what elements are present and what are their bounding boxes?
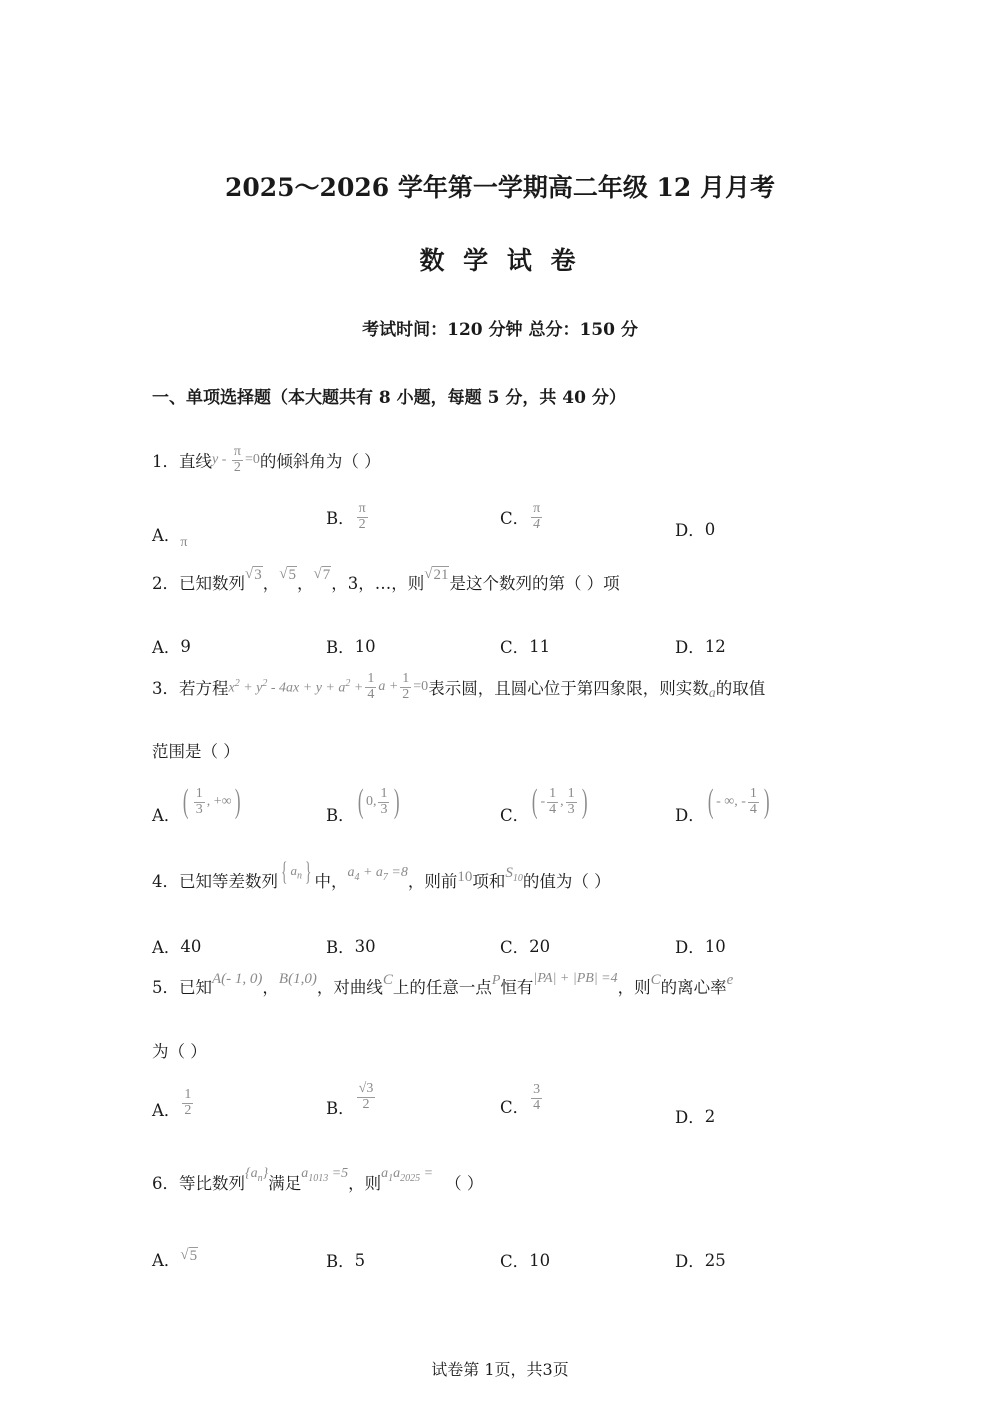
option-a: A． π [152,526,188,550]
option-c: C． 20 [500,936,551,957]
question-number: 6． [152,1174,179,1193]
question-text: 恒有 [500,978,534,997]
question-text: 项和 [472,872,506,891]
question-text: 表示圆，且圆心位于第四象限，则实数 [428,679,709,699]
question-text: ，则前 [407,872,458,891]
page-footer: 试卷第 1页，共3页 [431,1360,569,1379]
question-4: 4． 已知等差数列 { $a_n$ } 中， $a_4 + a_7 =8$ ，则前 10 项和 $S_{10}$ 的值为（ ） [152,857,611,891]
question-text: 已知 [179,978,212,997]
question-text: 的值为（ ） [522,872,611,891]
question-3: 3． 若方程 $x^2 + y^2 - 4ax + y + a^2$ + $\frac{1}{4}$ a + $\frac{1}{2}$ =0 表示圆，且圆心位于第四象限，则实数 a 的取值 [152,671,766,702]
question-text: 已知等差数列 [179,872,278,891]
option-c: C． $\frac{\pi}{4}$ [500,501,541,532]
subject-title: 数 学 试 卷 [419,246,581,275]
option-d: D． 12 [675,636,726,657]
option-b: B． ( 0, $\frac{1}{3}$ ) [326,783,400,825]
option-b: B． 30 [326,936,376,957]
question-text: 范围是（ ） [152,742,240,761]
question-number: 2． [152,574,179,593]
option-b: B． $\frac{√3}{2}$ [326,1080,374,1118]
option-a: A． 9 [152,636,191,657]
question-text: 等比数列 [179,1174,245,1193]
question-number: 3． [152,679,179,699]
question-text: 是这个数列的第（ ）项 [449,574,620,593]
question-text: 满足 [268,1174,302,1193]
question-text: 为（ ） [152,1042,207,1061]
question-number: 1． [152,452,179,472]
exam-title: 2025～2026 学年第一学期高二年级 12 月月考 [224,173,776,202]
question-number: 4． [152,872,179,891]
question-text: 的倾斜角为（ ） [259,452,381,472]
option-d: D． 25 [675,1250,726,1271]
question-text: ，则 [617,978,651,997]
question-text: 若方程 [179,679,229,699]
exam-info: 考试时间：120 分钟 总分：150 分 [362,320,638,340]
section-heading: 一、单项选择题（本大题共有 8 小题，每题 5 分，共 40 分） [152,388,626,408]
option-d: D． 0 [675,519,716,540]
option-c: C． $\frac{3}{4}$ [500,1081,541,1117]
option-c: C． 11 [500,636,551,657]
option-b: B． 10 [326,636,376,657]
question-1: 1． 直线 y - $\frac{\pi}{2}$ =0 的倾斜角为（ ） [152,444,381,475]
option-d: D． ( - ∞, - $\frac{1}{4}$ ) [675,783,770,825]
question-3-continued [152,738,240,762]
option-c: C． 10 [500,1250,551,1271]
question-text: 已知数列 [179,574,245,593]
question-text: ，对曲线 [316,978,383,997]
question-5-continued [152,1038,207,1062]
option-a: A． $\frac{1}{2}$ [152,1086,192,1120]
math-formula: $\frac{\pi}{2}$ [233,444,241,475]
option-c: C． ( - $\frac{1}{4}$ , $\frac{1}{3}$ ) [500,783,588,825]
option-b: B． 5 [326,1250,366,1271]
question-text: 中， [314,872,348,891]
question-text: 的取值 [715,679,766,699]
question-6: 6． 等比数列 $\{a_n\}$ 满足 $a_{1013} =5$ ，则 $a_1a_{2025}$ = （ ） [152,1166,484,1193]
option-b: B． $\frac{\pi}{2}$ [326,501,366,532]
question-number: 5． [152,978,179,997]
question-text: 上的任意一点 [392,978,492,997]
option-a: A． 40 [152,936,202,957]
question-2: 2． 已知数列 √ 3 ， √ 5 ， √ 7 ，3，…，则 √ 21 是这个数列的第（ ）项 [152,566,620,593]
question-text: ，3，…，则 [331,574,425,593]
option-a: A． ( $\frac{1}{3}$ , +∞ ) [152,783,241,825]
question-text: ，则 [348,1174,382,1193]
question-5: 5． 已知 A(- 1, 0) ， B(1,0) ，对曲线 C 上的任意一点 P 恒有 |PA| + |PB| =4 ，则 C 的离心率 e [152,970,734,997]
option-d: D． 2 [675,1106,716,1127]
question-text: 直线 [179,452,212,472]
question-text: 的离心率 [660,978,727,997]
option-a: A． √ 5 [152,1247,198,1270]
option-d: D． 10 [675,936,726,957]
question-text: （ ） [445,1174,484,1193]
